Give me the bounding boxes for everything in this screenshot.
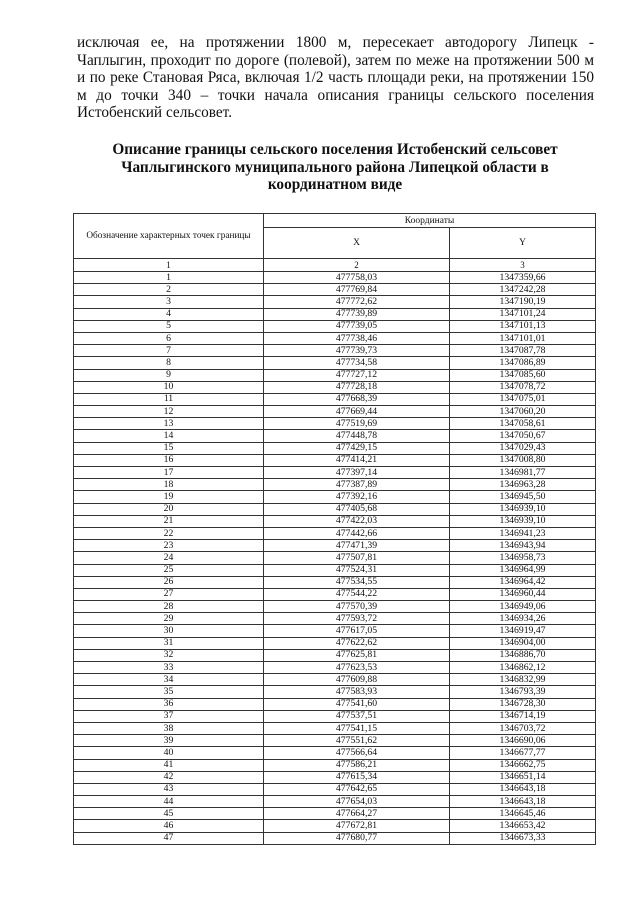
header-x: X [264, 228, 450, 259]
coord-x: 477623,53 [264, 662, 450, 674]
table-row [74, 357, 596, 369]
coord-y: 1347242,28 [450, 284, 596, 296]
coord-x: 477471,39 [264, 540, 450, 552]
point-number: 22 [74, 527, 264, 539]
coord-x: 477625,81 [264, 649, 450, 661]
point-number: 20 [74, 503, 264, 515]
point-number: 12 [74, 406, 264, 418]
coord-y: 1346662,75 [450, 759, 596, 771]
coord-y: 1346945,50 [450, 491, 596, 503]
point-number: 5 [74, 320, 264, 332]
coord-y: 1346964,99 [450, 564, 596, 576]
point-number: 21 [74, 515, 264, 527]
coord-y: 1346643,18 [450, 783, 596, 795]
coord-x: 477397,14 [264, 467, 450, 479]
table-header [74, 214, 596, 272]
coord-x: 477405,68 [264, 503, 450, 515]
point-number: 40 [74, 747, 264, 759]
table-row [74, 296, 596, 308]
coord-y: 1346934,26 [450, 613, 596, 625]
point-number: 34 [74, 674, 264, 686]
table-row [74, 308, 596, 320]
header-coordinates: Координаты [264, 214, 596, 228]
coord-x: 477668,39 [264, 393, 450, 405]
table-row [74, 393, 596, 405]
table-row [74, 503, 596, 515]
coord-y: 1347029,43 [450, 442, 596, 454]
table-row [74, 491, 596, 503]
table-row [74, 625, 596, 637]
coord-x: 477669,44 [264, 406, 450, 418]
coord-y: 1347086,89 [450, 357, 596, 369]
coord-y: 1346673,33 [450, 832, 596, 844]
point-number: 42 [74, 771, 264, 783]
coord-y: 1346919,47 [450, 625, 596, 637]
column-number-2: 2 [264, 259, 450, 272]
coord-y: 1347101,24 [450, 308, 596, 320]
table-row [74, 649, 596, 661]
coord-y: 1346960,44 [450, 588, 596, 600]
point-number: 38 [74, 722, 264, 734]
table-row [74, 698, 596, 710]
point-number: 8 [74, 357, 264, 369]
table-row [74, 759, 596, 771]
coord-x: 477524,31 [264, 564, 450, 576]
table-row [74, 479, 596, 491]
coord-x: 477769,84 [264, 284, 450, 296]
heading-line-2: Чаплыгинского муниципального района Липецкой области в [121, 158, 549, 176]
point-number: 32 [74, 649, 264, 661]
table-row [74, 674, 596, 686]
coord-x: 477586,21 [264, 759, 450, 771]
coord-x: 477429,15 [264, 442, 450, 454]
coord-x: 477772,62 [264, 296, 450, 308]
table-row [74, 527, 596, 539]
coord-y: 1346862,12 [450, 662, 596, 674]
table-row [74, 735, 596, 747]
column-number-3: 3 [450, 259, 596, 272]
point-number: 23 [74, 540, 264, 552]
coord-y: 1346958,73 [450, 552, 596, 564]
coord-x: 477593,72 [264, 613, 450, 625]
coord-y: 1346941,23 [450, 527, 596, 539]
table-row [74, 272, 596, 284]
coord-y: 1346904,00 [450, 637, 596, 649]
coord-x: 477739,05 [264, 320, 450, 332]
coord-x: 477680,77 [264, 832, 450, 844]
table-row [74, 345, 596, 357]
coord-x: 477758,03 [264, 272, 450, 284]
coord-y: 1346886,70 [450, 649, 596, 661]
table-row [74, 406, 596, 418]
table-row [74, 613, 596, 625]
coord-x: 477414,21 [264, 454, 450, 466]
coord-x: 477541,15 [264, 722, 450, 734]
table-row [74, 369, 596, 381]
point-number: 46 [74, 820, 264, 832]
coord-x: 477534,55 [264, 576, 450, 588]
table-row [74, 796, 596, 808]
table-row [74, 332, 596, 344]
coord-x: 477442,66 [264, 527, 450, 539]
table-row [74, 808, 596, 820]
coord-x: 477615,34 [264, 771, 450, 783]
section-heading [90, 141, 580, 194]
table-row [74, 430, 596, 442]
point-number: 6 [74, 332, 264, 344]
coord-x: 477392,16 [264, 491, 450, 503]
point-number: 19 [74, 491, 264, 503]
point-number: 18 [74, 479, 264, 491]
coord-x: 477551,62 [264, 735, 450, 747]
point-number: 3 [74, 296, 264, 308]
coord-x: 477422,03 [264, 515, 450, 527]
point-number: 16 [74, 454, 264, 466]
point-number: 13 [74, 418, 264, 430]
coord-y: 1347085,60 [450, 369, 596, 381]
coord-x: 477537,51 [264, 710, 450, 722]
table-row [74, 467, 596, 479]
coord-y: 1347190,19 [450, 296, 596, 308]
point-number: 44 [74, 796, 264, 808]
table-row [74, 284, 596, 296]
table-row [74, 710, 596, 722]
point-number: 31 [74, 637, 264, 649]
table-row [74, 832, 596, 844]
point-number: 29 [74, 613, 264, 625]
coord-y: 1346981,77 [450, 467, 596, 479]
point-number: 10 [74, 381, 264, 393]
table-body [74, 272, 596, 845]
point-number: 47 [74, 832, 264, 844]
coord-x: 477583,93 [264, 686, 450, 698]
table-row [74, 552, 596, 564]
point-number: 25 [74, 564, 264, 576]
point-number: 28 [74, 601, 264, 613]
coord-x: 477642,65 [264, 783, 450, 795]
coord-x: 477541,60 [264, 698, 450, 710]
coord-y: 1346939,10 [450, 515, 596, 527]
coord-y: 1347060,20 [450, 406, 596, 418]
point-number: 2 [74, 284, 264, 296]
coord-y: 1346963,28 [450, 479, 596, 491]
table-row [74, 515, 596, 527]
coord-x: 477664,27 [264, 808, 450, 820]
point-number: 11 [74, 393, 264, 405]
coord-x: 477387,89 [264, 479, 450, 491]
point-number: 39 [74, 735, 264, 747]
table-row [74, 442, 596, 454]
coord-x: 477507,81 [264, 552, 450, 564]
coord-y: 1346943,94 [450, 540, 596, 552]
point-number: 14 [74, 430, 264, 442]
table-row [74, 381, 596, 393]
table-row [74, 601, 596, 613]
point-number: 45 [74, 808, 264, 820]
table-row [74, 576, 596, 588]
coord-x: 477672,81 [264, 820, 450, 832]
point-number: 37 [74, 710, 264, 722]
coordinates-table [73, 213, 596, 845]
table-row [74, 454, 596, 466]
header-y: Y [450, 228, 596, 259]
coord-x: 477544,22 [264, 588, 450, 600]
coord-y: 1346643,18 [450, 796, 596, 808]
coord-y: 1347050,67 [450, 430, 596, 442]
coord-y: 1347101,01 [450, 332, 596, 344]
coord-x: 477617,05 [264, 625, 450, 637]
coord-x: 477622,62 [264, 637, 450, 649]
point-number: 4 [74, 308, 264, 320]
heading-line-1: Описание границы сельского поселения Истобенский сельсовет [112, 141, 558, 158]
table-row [74, 637, 596, 649]
point-number: 35 [74, 686, 264, 698]
table-row [74, 783, 596, 795]
coord-x: 477739,73 [264, 345, 450, 357]
coord-x: 477654,03 [264, 796, 450, 808]
coord-y: 1346964,42 [450, 576, 596, 588]
coord-y: 1346677,77 [450, 747, 596, 759]
point-number: 30 [74, 625, 264, 637]
table-row [74, 320, 596, 332]
point-number: 36 [74, 698, 264, 710]
point-number: 17 [74, 467, 264, 479]
point-number: 15 [74, 442, 264, 454]
table-row [74, 418, 596, 430]
coord-y: 1346939,10 [450, 503, 596, 515]
table-row [74, 722, 596, 734]
column-number-1: 1 [74, 259, 264, 272]
coord-x: 477739,89 [264, 308, 450, 320]
coord-x: 477519,69 [264, 418, 450, 430]
coord-y: 1346653,42 [450, 820, 596, 832]
coord-x: 477566,64 [264, 747, 450, 759]
point-number: 33 [74, 662, 264, 674]
point-number: 26 [74, 576, 264, 588]
point-number: 41 [74, 759, 264, 771]
coord-x: 477570,39 [264, 601, 450, 613]
coord-y: 1346645,46 [450, 808, 596, 820]
coord-y: 1346714,19 [450, 710, 596, 722]
table-row [74, 686, 596, 698]
coord-y: 1347087,78 [450, 345, 596, 357]
point-number: 27 [74, 588, 264, 600]
coord-y: 1346651,14 [450, 771, 596, 783]
table-row [74, 747, 596, 759]
coord-y: 1346949,06 [450, 601, 596, 613]
intro-paragraph: исключая ее, на протяжении 1800 м, пересекает автодорогу Липецк - Чаплыгин, проходит по дороге (полевой), затем по меже на протяжении 500 м и по реке Становая Ряса, включая 1/2 часть площади реки, на протяжении 150 м до точки 340 – точки начала описания границы сельского поселения Истобенский сельсовет. [77, 34, 594, 122]
coord-y: 1346703,72 [450, 722, 596, 734]
coord-y: 1347008,80 [450, 454, 596, 466]
coord-x: 477727,12 [264, 369, 450, 381]
header-points: Обозначение характерных точек границы [74, 214, 264, 259]
coord-y: 1347101,13 [450, 320, 596, 332]
table-row [74, 771, 596, 783]
coord-y: 1347078,72 [450, 381, 596, 393]
point-number: 9 [74, 369, 264, 381]
coord-x: 477734,58 [264, 357, 450, 369]
table-row [74, 540, 596, 552]
heading-line-3: координатном виде [267, 176, 403, 194]
coord-y: 1347359,66 [450, 272, 596, 284]
point-number: 7 [74, 345, 264, 357]
coord-y: 1346690,06 [450, 735, 596, 747]
table-row [74, 820, 596, 832]
coord-x: 477728,18 [264, 381, 450, 393]
coord-x: 477448,78 [264, 430, 450, 442]
point-number: 24 [74, 552, 264, 564]
table-row [74, 662, 596, 674]
table-row [74, 564, 596, 576]
table-row [74, 588, 596, 600]
coord-x: 477609,88 [264, 674, 450, 686]
coord-y: 1346728,30 [450, 698, 596, 710]
coord-y: 1347058,61 [450, 418, 596, 430]
point-number: 1 [74, 272, 264, 284]
point-number: 43 [74, 783, 264, 795]
coord-x: 477738,46 [264, 332, 450, 344]
coord-y: 1347075,01 [450, 393, 596, 405]
coord-y: 1346793,39 [450, 686, 596, 698]
coord-y: 1346832,99 [450, 674, 596, 686]
